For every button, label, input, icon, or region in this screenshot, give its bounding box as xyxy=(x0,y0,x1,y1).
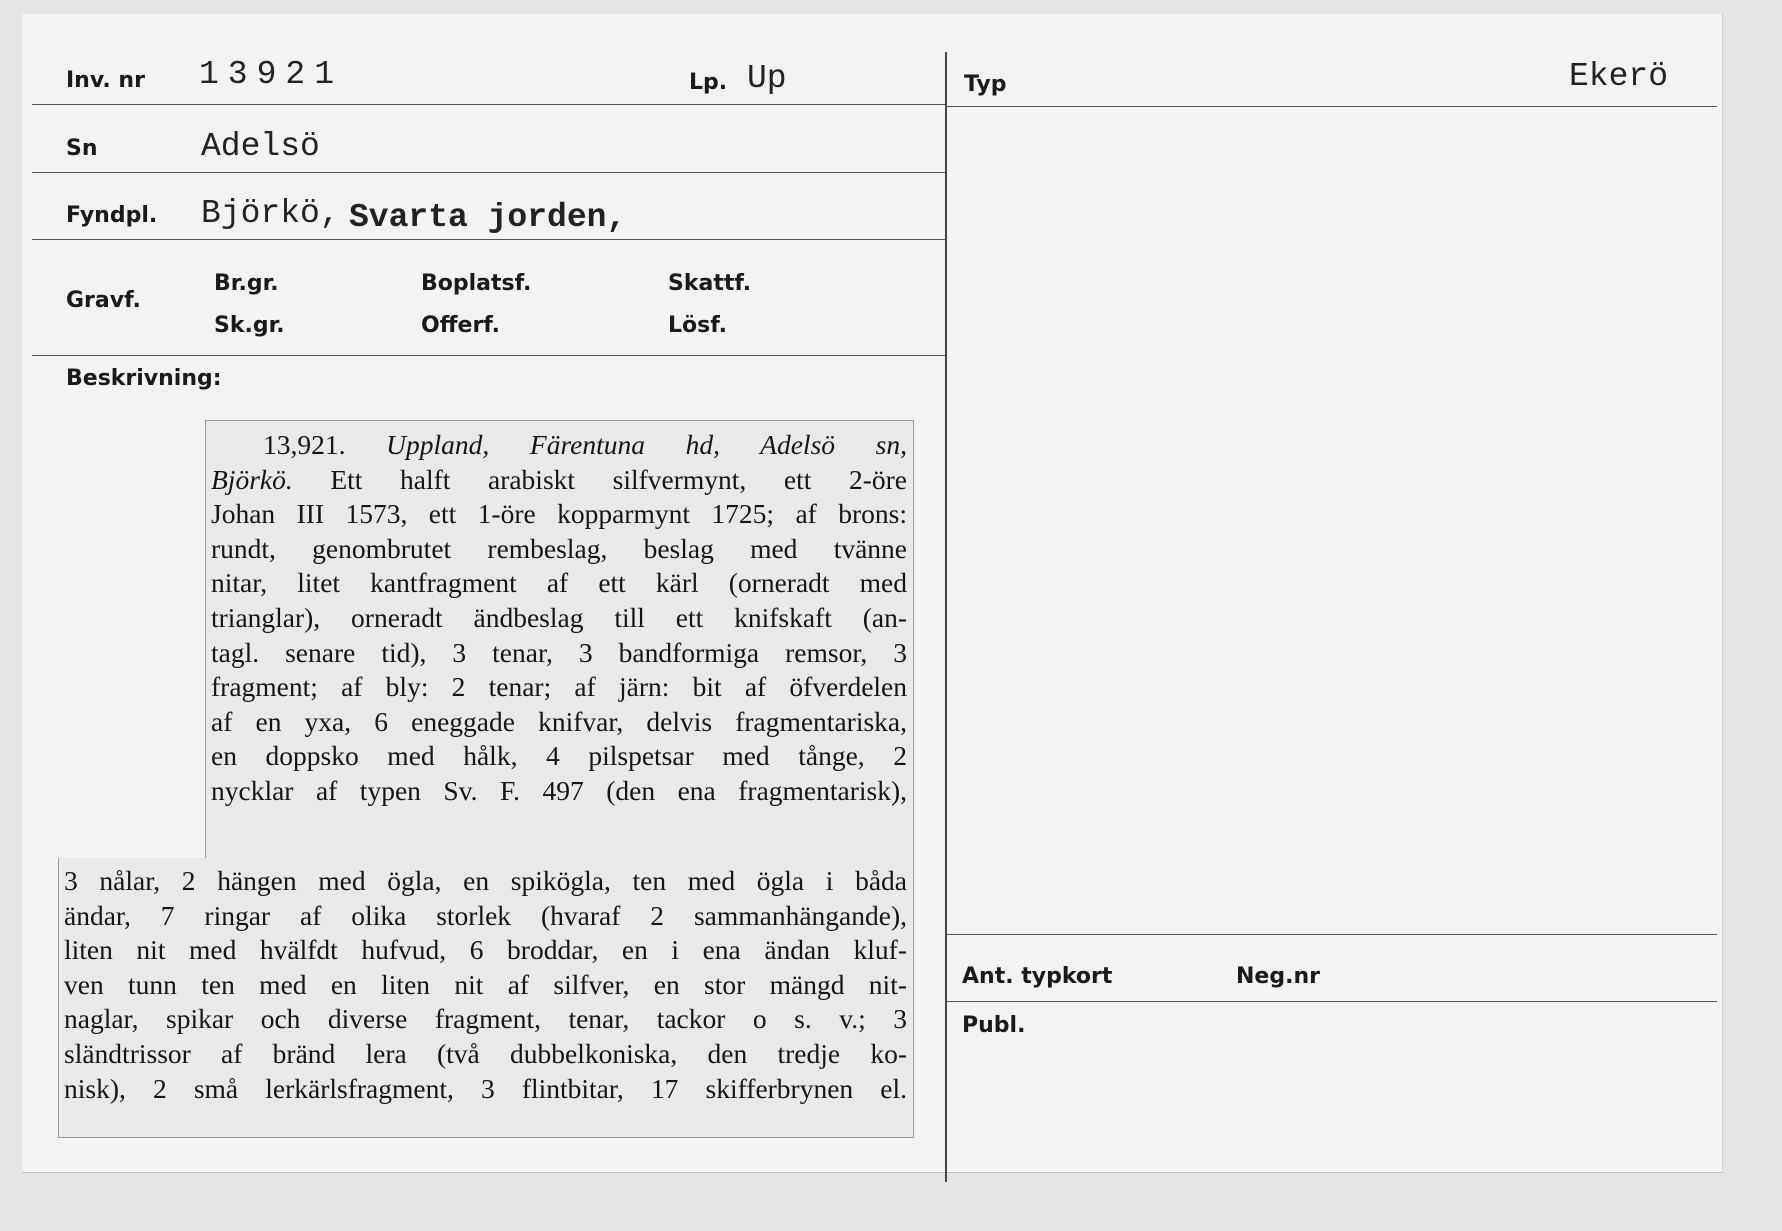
fyndpl-value-site: Svarta jorden, xyxy=(349,199,627,236)
rule-ant-typkort-top xyxy=(947,934,1717,935)
losf-label: Lösf. xyxy=(668,313,727,338)
description-line: naglar, spikar och diverse fragment, tenar, tackor o s. v.; 3 xyxy=(64,1003,907,1035)
description-line: nycklar af typen Sv. F. 497 (den ena fragmentarisk), xyxy=(211,775,907,806)
description-line: ven tunn ten med en liten nit af silfver, en stor mängd nit- xyxy=(64,968,907,1000)
catalog-number: 13,921. xyxy=(263,429,387,460)
rule-publ-top xyxy=(947,1001,1717,1002)
description-line xyxy=(211,463,907,497)
description-line: fragment; af bly: 2 tenar; af järn: bit af öfverdelen xyxy=(211,671,907,703)
sn-label: Sn xyxy=(66,136,98,161)
boplatsf-label: Boplatsf. xyxy=(421,271,532,296)
rule-sn xyxy=(32,172,945,173)
publ-label: Publ. xyxy=(962,1013,1026,1038)
lp-value: Up xyxy=(747,60,787,97)
inv-nr-label: Inv. nr xyxy=(66,68,145,93)
description-line xyxy=(211,428,907,462)
description-line: ändar, 7 ringar af olika storlek (hvaraf 2 sammanhängande), xyxy=(64,899,907,931)
offerf-label: Offerf. xyxy=(421,313,501,338)
rule-gravf xyxy=(32,355,945,356)
skgr-label: Sk.gr. xyxy=(214,313,285,338)
ant-typkort-label: Ant. typkort xyxy=(962,964,1113,989)
column-divider xyxy=(945,52,947,1182)
description-line: nitar, litet kantfragment af ett kärl (orneradt med xyxy=(211,567,907,599)
neg-nr-label: Neg.nr xyxy=(1236,964,1320,989)
fyndpl-value-place: Björkö, xyxy=(201,195,340,232)
description-text: Ett halft arabiskt silfvermynt, ett 2-öre xyxy=(292,463,907,495)
description-line: nisk), 2 små lerkärlsfragment, 3 flintbitar, 17 skifferbrynen el. xyxy=(64,1072,907,1104)
location-italic: Uppland, Färentuna hd, Adelsö sn, xyxy=(386,429,907,460)
gravf-label: Gravf. xyxy=(66,288,141,313)
fyndpl-label: Fyndpl. xyxy=(66,203,158,228)
beskrivning-label: Beskrivning: xyxy=(66,366,222,391)
description-text-lower xyxy=(64,858,907,1137)
rule-inv xyxy=(32,104,945,105)
description-line: af en yxa, 6 eneggade knifvar, delvis fragmentariska, xyxy=(211,705,907,737)
description-text-upper xyxy=(211,420,907,858)
sn-value: Adelsö xyxy=(201,128,320,165)
typ-value: Ekerö xyxy=(1569,58,1669,95)
description-line: tagl. senare tid), 3 tenar, 3 bandformiga remsor, 3 xyxy=(211,636,907,668)
description-line: Johan III 1573, ett 1-öre kopparmynt 1725; af brons: xyxy=(211,498,907,530)
place-italic: Björkö. xyxy=(211,463,293,495)
lp-label: Lp. xyxy=(689,70,728,95)
skattf-label: Skattf. xyxy=(668,271,752,296)
brgr-label: Br.gr. xyxy=(214,271,279,296)
description-line: liten nit med hvälfdt hufvud, 6 broddar, en i ena ändan kluf- xyxy=(64,934,907,966)
description-line: rundt, genombrutet rembeslag, beslag med tvänne xyxy=(211,532,907,564)
description-line: trianglar), orneradt ändbeslag till ett knifskaft (an- xyxy=(211,602,907,633)
rule-typ xyxy=(947,106,1717,107)
rule-fyndpl xyxy=(32,239,945,240)
description-line: en doppsko med hålk, 4 pilspetsar med tånge, 2 xyxy=(211,740,907,772)
inv-nr-value: 13921 xyxy=(199,56,344,93)
typ-label: Typ xyxy=(964,72,1007,97)
description-line: sländtrissor af bränd lera (två dubbelkoniska, den tredje ko- xyxy=(64,1038,907,1069)
description-line: 3 nålar, 2 hängen med ögla, en spikögla, ten med ögla i båda xyxy=(64,865,907,896)
